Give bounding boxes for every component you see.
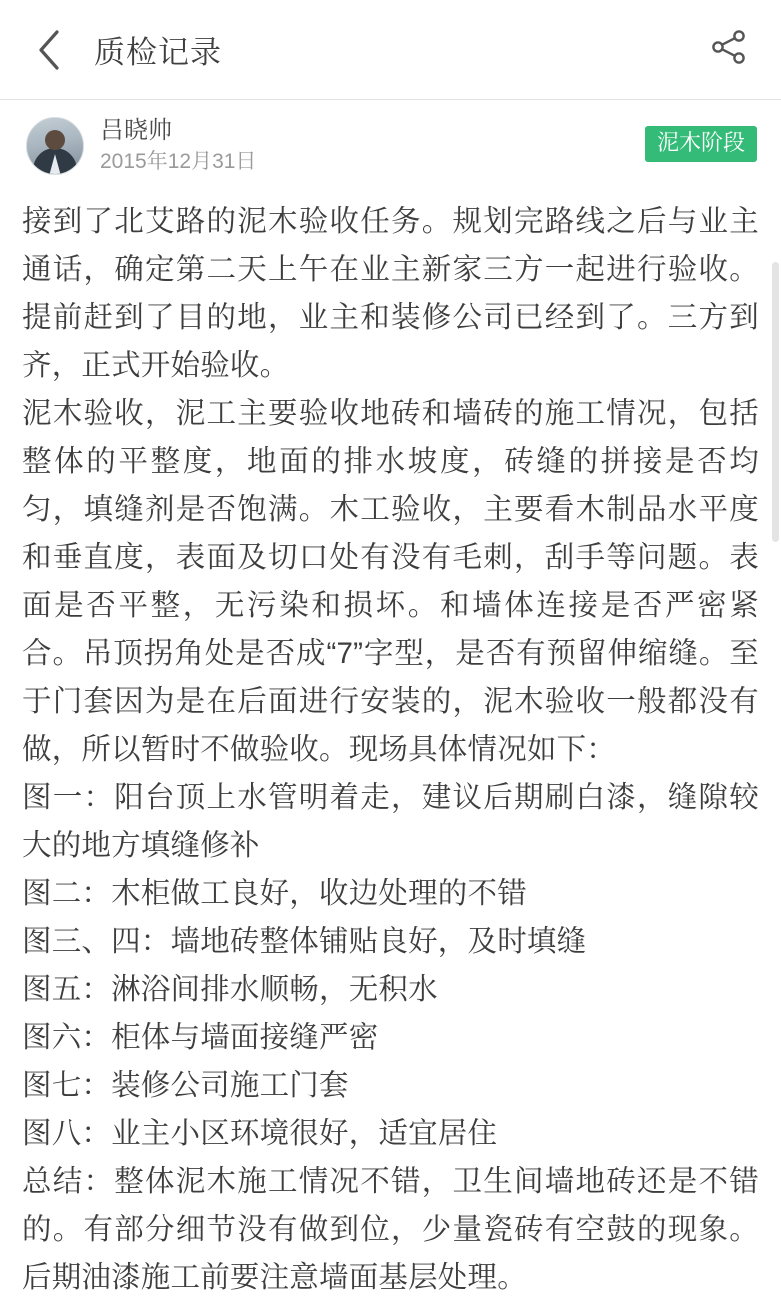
paragraph: 图八：业主小区环境很好，适宜居住 [22, 1117, 498, 1151]
back-button[interactable] [26, 20, 72, 80]
avatar[interactable] [26, 117, 84, 175]
paragraph: 图七：装修公司施工门套 [22, 1069, 349, 1103]
share-icon [710, 28, 748, 71]
paragraph: 图三、四：墙地砖整体铺贴良好，及时填缝 [22, 925, 587, 959]
paragraph: 图六：柜体与墙面接缝严密 [22, 1021, 379, 1055]
author-meta [100, 116, 256, 176]
paragraph: 泥木验收，泥工主要验收地砖和墙砖的施工情况，包括整体的平整度，地面的排水坡度，砖缝的拼接是否均匀，填缝剂是否饱满。木工验收，主要看木制品水平度和垂直度，表面及切口处有没有毛刺，刮手等问题。表面是否平整，无污染和损坏。和墙体连接是否严密紧合。吊顶拐角处是否成“7”字型，是否有预留伸缩缝。至于门套因为是在后面进行安装的，泥木验收一般都没有做，所以暂时不做验收。现场具体情况如下： [22, 397, 759, 767]
paragraph: 总结：整体泥木施工情况不错，卫生间墙地砖还是不错的。有部分细节没有做到位，少量瓷砖有空鼓的现象。后期油漆施工前要注意墙面基层处理。 [22, 1165, 759, 1295]
status-badge: 泥木阶段 [645, 126, 757, 162]
paragraph: 图二：木柜做工良好，收边处理的不错 [22, 877, 527, 911]
chevron-left-icon [36, 28, 62, 72]
paragraph: 接到了北艾路的泥木验收任务。规划完路线之后与业主通话，确定第二天上午在业主新家三方一起进行验收。提前赶到了目的地，业主和装修公司已经到了。三方到齐，正式开始验收。 [22, 205, 759, 383]
paragraph: 图五：淋浴间排水顺畅，无积水 [22, 973, 438, 1007]
page-title: 质检记录 [94, 35, 222, 70]
vertical-scrollbar[interactable] [772, 262, 779, 542]
share-button[interactable] [703, 20, 755, 80]
author-name: 吕晓帅 [100, 117, 172, 144]
record-date: 2015年12月31日 [100, 150, 257, 173]
author-row [0, 100, 781, 188]
avatar-head [45, 130, 65, 150]
paragraph: 图一：阳台顶上水管明着走，建议后期刷白漆，缝隙较大的地方填缝修补 [22, 781, 759, 863]
app-header [0, 0, 781, 100]
record-body [0, 188, 781, 1302]
